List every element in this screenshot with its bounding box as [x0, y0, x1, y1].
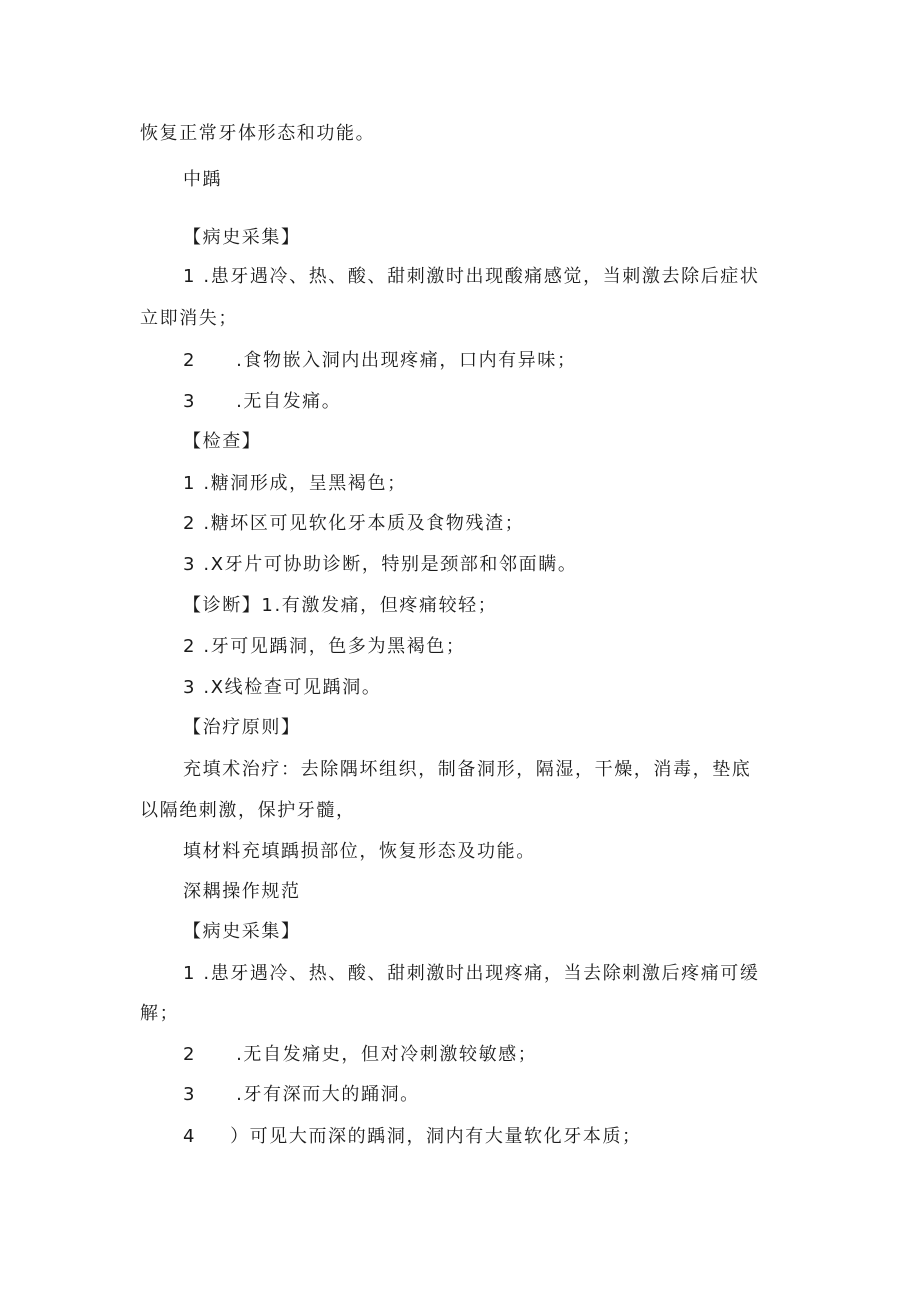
item-text: .牙有深而大的踊洞。: [236, 1084, 420, 1105]
diagnosis-item-1: 【诊断】1.有激发痛，但疼痛较轻；: [183, 595, 498, 616]
deep-history-item-3: [183, 1083, 420, 1107]
item-number: 3: [183, 391, 197, 412]
exam-item-3: 3 .X牙片可协助诊断，特别是颈部和邻面瞒。: [183, 554, 578, 575]
treatment-text-3: 填材料充填踽损部位，恢复形态及功能。: [183, 841, 536, 862]
item-number: 2: [183, 1044, 197, 1065]
deep-history-item-1-cont: 解；: [140, 1003, 180, 1024]
exam-item-2: 2 .糖坏区可见软化牙本质及食物残渣；: [183, 513, 525, 534]
heading-history-2: 【病史采集】: [183, 921, 301, 942]
history-item-3: [183, 390, 341, 414]
heading-deep-caries: 深耦操作规范: [183, 881, 301, 902]
diagnosis-item-3: 3 .X线检查可见踽洞。: [183, 677, 382, 698]
deep-history-item-2: [183, 1043, 537, 1067]
item-text: .无自发痛史，但对冷刺激较敏感；: [236, 1044, 538, 1065]
deep-history-item-1: 1 .患牙遇冷、热、酸、甜刺激时出现疼痛，当去除刺激后疼痛可缓: [183, 963, 760, 984]
history-item-1-cont: 立即消失；: [140, 308, 238, 329]
history-item-1: 1 .患牙遇冷、热、酸、甜刺激时出现酸痛感觉，当刺激去除后症状: [183, 266, 760, 287]
item-text: ）可见大而深的踽洞，洞内有大量软化牙本质；: [230, 1126, 642, 1147]
heading-treatment: 【治疗原则】: [183, 717, 301, 738]
treatment-text-2: 以隔绝刺激，保护牙髓，: [140, 800, 356, 821]
heading-exam: 【检查】: [183, 431, 262, 452]
item-number: 3: [183, 1084, 197, 1105]
treatment-text-1: 充填术治疗：去除隅坏组织，制备洞形，隔湿，干燥，消毒，垫底: [183, 759, 752, 780]
item-number: 4: [183, 1126, 197, 1147]
diagnosis-item-2: 2 .牙可见踽洞，色多为黑褐色；: [183, 636, 466, 657]
heading-zhong-qu: 中踽: [183, 169, 223, 190]
deep-exam-item-4: [183, 1125, 642, 1149]
item-text: .无自发痛。: [236, 391, 342, 412]
heading-history-1: 【病史采集】: [183, 227, 301, 248]
exam-item-1: 1 .糖洞形成，呈黑褐色；: [183, 473, 407, 494]
item-text: .食物嵌入洞内出现疼痛，口内有异味；: [236, 350, 577, 371]
history-item-2: [183, 349, 577, 373]
text-line-1: 恢复正常牙体形态和功能。: [140, 123, 376, 144]
item-number: 2: [183, 350, 197, 371]
